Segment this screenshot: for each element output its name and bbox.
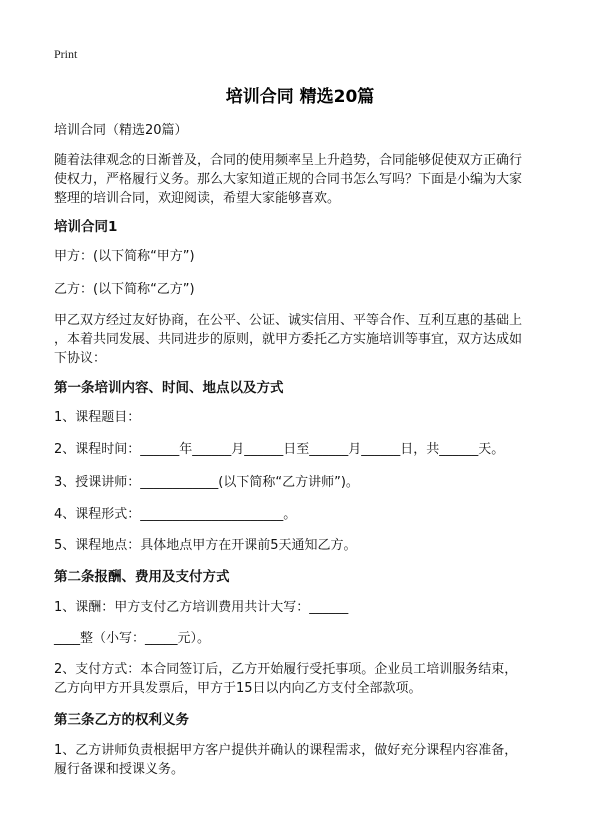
article-1-item-5: 5、课程地点：具体地点甲方在开课前5天通知乙方。	[54, 538, 357, 553]
party-a: 甲方：(以下简称“甲方”)	[54, 249, 195, 264]
preamble-line-2: ，本着共同发展、共同进步的原则，就甲方委托乙方实施培训等事宜，双方达成如	[54, 332, 523, 347]
article-2-item-1: 1、课酬：甲方支付乙方培训费用共计大写：______	[54, 600, 349, 615]
article-1-heading: 第一条培训内容、时间、地点以及方式	[54, 380, 284, 396]
contract-heading: 培训合同1	[54, 219, 118, 235]
article-1-item-4: 4、课程形式：______________________。	[54, 507, 297, 522]
article-2-item-2: ____整（小写：_____元）。	[54, 631, 211, 646]
article-1-item-1: 1、课程题目：	[54, 410, 141, 425]
document-title: 培训合同 精选20篇	[225, 87, 375, 107]
article-3-item-1: 1、乙方讲师负责根据甲方客户提供并确认的课程需求，做好充分课程内容准备，	[54, 743, 518, 758]
article-1-item-3: 3、授课讲师：____________(以下简称“乙方讲师”)。	[54, 475, 359, 490]
intro-line-2: 使权力，严格履行义务。那么大家知道正规的合同书怎么写吗？下面是小编为大家	[54, 172, 523, 187]
print-link[interactable]: Print	[54, 47, 78, 61]
article-2-item-4: 乙方向甲方开具发票后，甲方于15日以内向乙方支付全部款项。	[54, 681, 422, 696]
party-b: 乙方：(以下简称“乙方”)	[54, 282, 195, 297]
article-2-item-3: 2、支付方式：本合同签订后，乙方开始履行受托事项。企业员工培训服务结束，	[54, 662, 518, 677]
intro-line-1: 随着法律观念的日渐普及，合同的使用频率呈上升趋势，合同能够促使双方正确行	[54, 153, 523, 168]
preamble-line-1: 甲乙双方经过友好协商，在公平、公证、诚实信用、平等合作、互利互惠的基础上	[54, 313, 523, 328]
intro-line-3: 整理的培训合同，欢迎阅读，希望大家能够喜欢。	[54, 191, 341, 206]
preamble-line-3: 下协议：	[54, 351, 107, 366]
article-3-heading: 第三条乙方的权利义务	[54, 712, 189, 728]
article-1-item-2: 2、课程时间：______年______月______日至______月______日，共______天。	[54, 442, 505, 457]
article-3-item-2: 履行备课和授课义务。	[54, 762, 185, 777]
article-2-heading: 第二条报酬、费用及支付方式	[54, 569, 230, 585]
document-subtitle: 培训合同（精选20篇）	[54, 123, 188, 138]
